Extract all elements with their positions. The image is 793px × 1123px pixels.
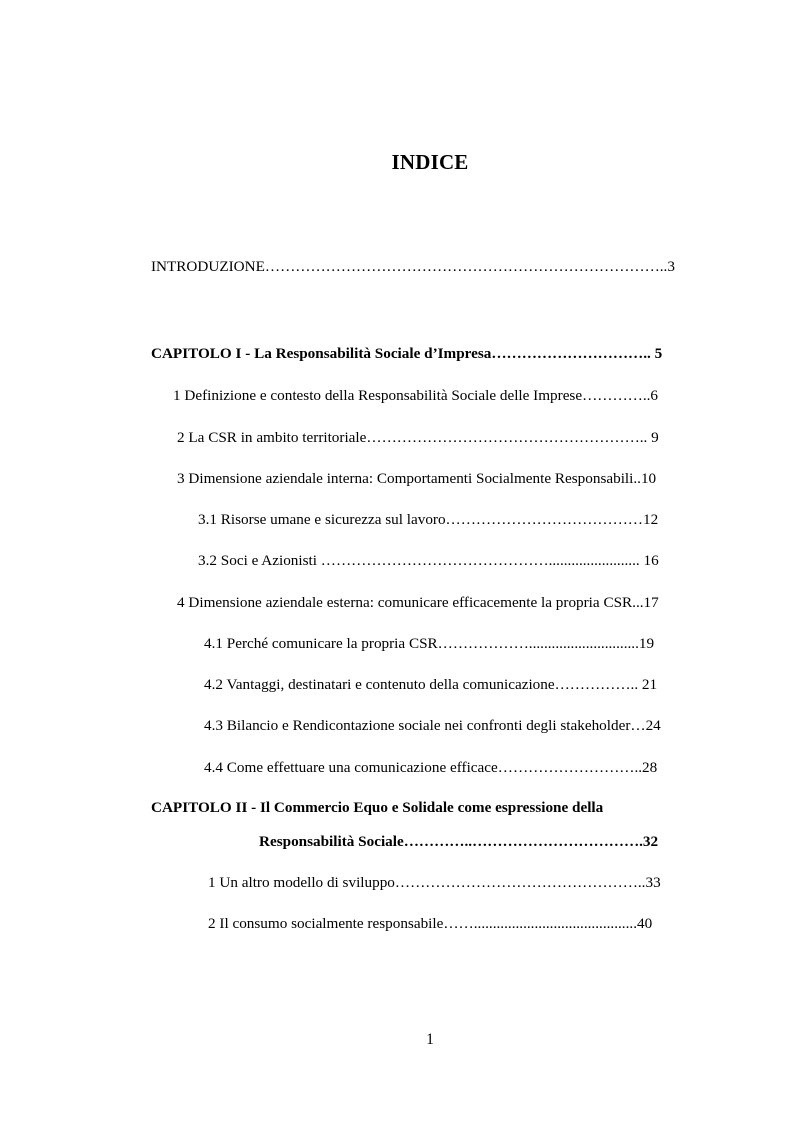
toc-entry-capitolo-1: CAPITOLO I - La Responsabilità Sociale d’Impresa………………………….. 5 <box>151 345 663 362</box>
page-number: 1 <box>426 1031 434 1048</box>
toc-entry-4-1-perche-comunicare: 4.1 Perché comunicare la propria CSR……………….............................19 <box>204 635 655 652</box>
toc-entry-4-dimensione-esterna: 4 Dimensione aziendale esterna: comunicare efficacemente la propria CSR...17 <box>177 594 659 611</box>
toc-entry-introduzione: INTRODUZIONE……………………………………………………………………..3 <box>151 258 675 275</box>
toc-entry-2-csr-territoriale: 2 La CSR in ambito territoriale……………………………………………….. 9 <box>177 429 659 446</box>
page-title: INDICE <box>391 150 469 174</box>
toc-entry-1-altro-modello: 1 Un altro modello di sviluppo…………………………………………..33 <box>208 874 661 891</box>
toc-entry-4-4-comunicazione-efficace: 4.4 Come effettuare una comunicazione efficace………………………..28 <box>204 759 658 776</box>
toc-entry-3-dimensione-interna: 3 Dimensione aziendale interna: Comportamenti Socialmente Responsabili..10 <box>177 470 657 487</box>
toc-entry-3-1-risorse-umane: 3.1 Risorse umane e sicurezza sul lavoro…………………………………12 <box>198 511 659 528</box>
toc-entry-capitolo-2-line-1: CAPITOLO II - Il Commercio Equo e Solidale come espressione della <box>151 799 604 816</box>
toc-entry-capitolo-2-line-2: Responsabilità Sociale…………..…………………………….32 <box>259 833 659 850</box>
toc-entry-4-2-vantaggi: 4.2 Vantaggi, destinatari e contenuto della comunicazione…………….. 21 <box>204 676 658 693</box>
toc-entry-3-2-soci-azionisti: 3.2 Soci e Azionisti ………………………………………........................ 16 <box>198 552 659 569</box>
toc-entry-2-consumo-responsabile: 2 Il consumo socialmente responsabile……...........................................40 <box>208 915 653 932</box>
toc-entry-4-3-bilancio: 4.3 Bilancio e Rendicontazione sociale nei confronti degli stakeholder…24 <box>204 717 661 734</box>
toc-entry-1-definizione: 1 Definizione e contesto della Responsabilità Sociale delle Imprese…………..6 <box>173 387 659 404</box>
